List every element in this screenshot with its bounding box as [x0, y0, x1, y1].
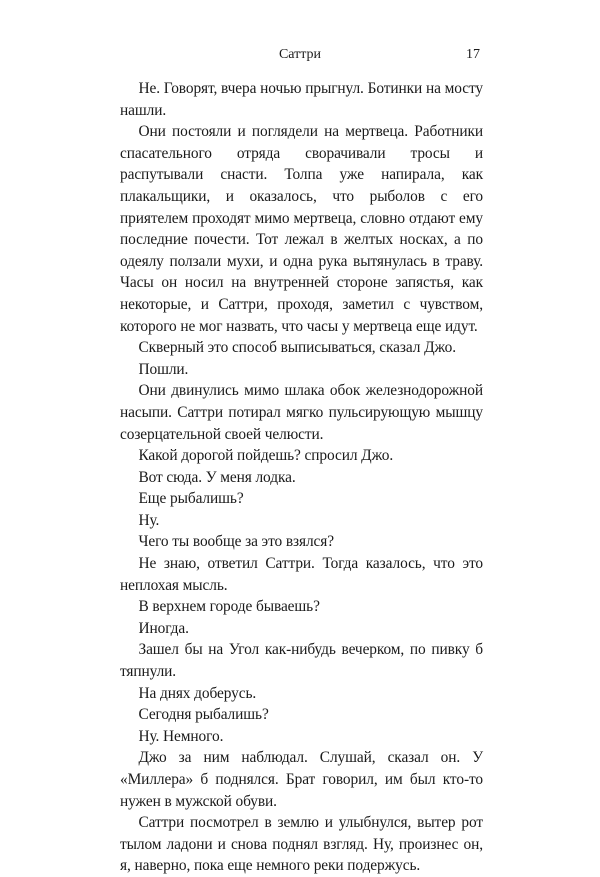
- paragraph: Не. Говорят, вчера ночью прыгнул. Ботинки на мосту нашли.: [120, 80, 483, 119]
- body-text: [120, 78, 483, 877]
- paragraph: Иногда.: [138, 619, 189, 637]
- paragraph: Они постояли и поглядели на мертвеца. Работники спасательного отряда сворачивали тросы и распутывали снасти. Толпа уже напирала, как плакальщики, и оказалось, что рыболов с его приятелем проходят мимо мертвеца, словно отдают ему последние почести. Тот лежал в желтых носках, а по одеялу ползали мухи, и одна рука вытянулась в траву. Часы он носил на внутренней стороне запястья, как некоторые, и Саттри, проходя, заметил с чувством, которого не мог назвать, что часы у мертвеца еще идут.: [120, 123, 483, 335]
- paragraph: Ну. Немного.: [138, 727, 224, 745]
- paragraph: Зашел бы на Угол как-нибудь вечерком, по пивку б тяпнули.: [120, 641, 483, 681]
- paragraph: Джо за ним наблюдал. Слушай, сказал он. У «Миллера» б поднялся. Брат говорил, им был кто-то нужен в мужской обуви.: [120, 749, 483, 810]
- paragraph: Еще рыбалишь?: [138, 490, 244, 508]
- paragraph: Пошли.: [138, 360, 189, 378]
- paragraph: Чего ты вообще за это взялся?: [138, 533, 334, 551]
- page-number: 17: [466, 47, 480, 62]
- paragraph: Сегодня рыбалишь?: [138, 706, 269, 724]
- paragraph: Они двинулись мимо шлака обок железнодорожной насыпи. Саттри потирал мягко пульсирующую мышцу созерцательной своей челюсти.: [120, 382, 483, 443]
- paragraph: Какой дорогой пойдешь? спросил Джо.: [138, 447, 394, 465]
- paragraph: Вот сюда. У меня лодка.: [138, 468, 296, 486]
- running-head: [0, 47, 600, 67]
- paragraph: Не знаю, ответил Саттри. Тогда казалось, что это неплохая мысль.: [120, 555, 483, 594]
- paragraph: На днях доберусь.: [138, 684, 257, 702]
- paragraph: В верхнем городе бываешь?: [138, 598, 320, 616]
- paragraph: Саттри посмотрел в землю и улыбнулся, вытер рот тылом ладони и снова поднял взгляд. Ну, произнес он, я, наверно, пока еще немного реки подержусь.: [120, 814, 483, 875]
- running-title: Саттри: [278, 47, 322, 62]
- paragraph: Ну.: [138, 511, 160, 529]
- paragraph: Скверный это способ выписываться, сказал Джо.: [138, 339, 456, 357]
